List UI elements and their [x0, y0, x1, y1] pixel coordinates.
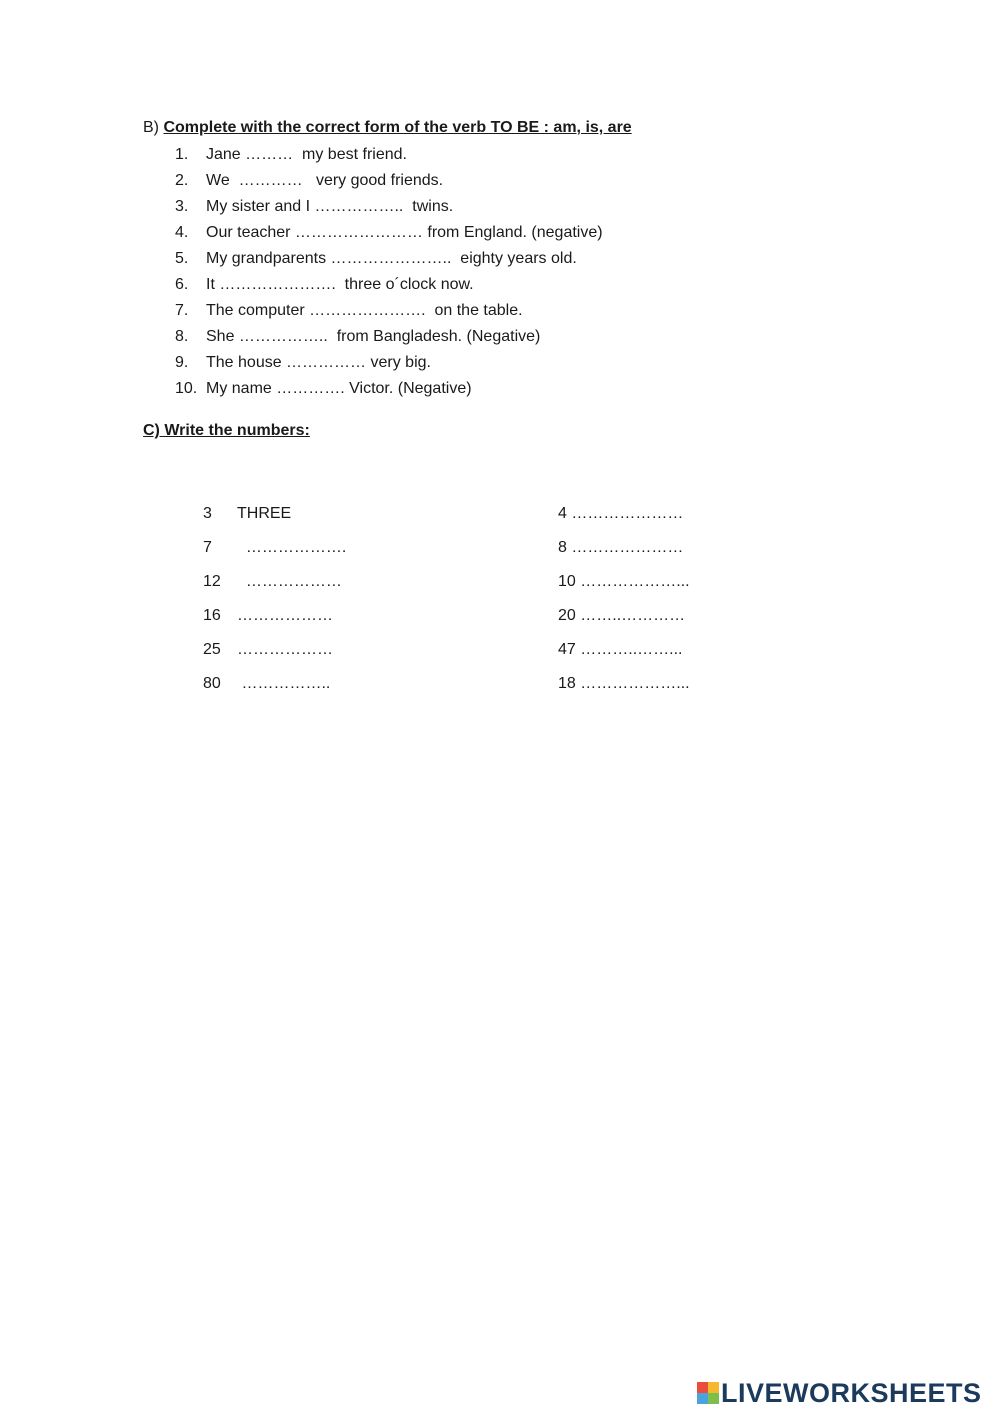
section-c-heading: C) Write the numbers: [143, 422, 310, 439]
number-right-entry[interactable]: 4 ………………… [558, 505, 684, 522]
number-right-entry[interactable]: 8 ………………… [558, 539, 684, 556]
exercise-item-number: 9. [175, 354, 189, 371]
exercise-item-text: It …………………. three o´clock now. [206, 276, 474, 293]
number-right-entry[interactable]: 47 ………..……... [558, 641, 683, 658]
logo-square-icon [697, 1393, 708, 1404]
exercise-item-text: She …………….. from Bangladesh. (Negative) [206, 328, 541, 345]
number-left-value: 16 [203, 607, 221, 624]
number-left-entry [203, 505, 291, 523]
number-row [0, 641, 1000, 675]
exercise-item-text: We ………… very good friends. [206, 172, 444, 189]
exercise-item [175, 222, 603, 248]
number-left-value: 7 [203, 539, 212, 556]
exercise-item-number: 4. [175, 224, 189, 241]
number-left-entry [203, 539, 346, 557]
exercise-item-text: My name …………. Victor. (Negative) [206, 380, 472, 397]
exercise-item [175, 248, 603, 274]
exercise-item-text: My grandparents ………………….. eighty years old. [206, 250, 577, 267]
number-row [0, 505, 1000, 539]
exercise-item [175, 352, 603, 378]
number-left-value: 25 [203, 641, 221, 658]
numbers-grid [0, 505, 1000, 709]
exercise-item [175, 196, 603, 222]
section-b-title: Complete with the correct form of the verb TO BE : am, is, are [163, 119, 632, 136]
number-row [0, 607, 1000, 641]
exercise-item [175, 274, 603, 300]
number-row [0, 675, 1000, 709]
number-left-entry [203, 675, 330, 693]
number-left-entry [203, 641, 333, 659]
number-left-value: 80 [203, 675, 221, 692]
number-left-answer[interactable]: ………………. [237, 539, 347, 556]
logo-square-icon [708, 1393, 719, 1404]
exercise-item-number: 3. [175, 198, 189, 215]
number-right-entry[interactable]: 18 ………………... [558, 675, 690, 692]
exercise-item-number: 10. [175, 380, 198, 397]
exercise-item-text: My sister and I …………….. twins. [206, 198, 454, 215]
exercise-item-number: 7. [175, 302, 189, 319]
number-left-value: 12 [203, 573, 221, 590]
exercise-item [175, 326, 603, 352]
logo-text: LIVEWORKSHEETS [721, 1377, 982, 1408]
exercise-item-number: 5. [175, 250, 189, 267]
number-left-entry [203, 573, 342, 591]
exercise-item [175, 170, 603, 196]
number-right-entry[interactable]: 10 ………………... [558, 573, 690, 590]
number-left-value: 3 [203, 505, 212, 522]
exercise-item-text: The house …………… very big. [206, 354, 431, 371]
logo-square-icon [708, 1382, 719, 1393]
section-b-heading [143, 119, 632, 137]
number-left-answer[interactable]: THREE [237, 505, 292, 522]
exercise-item-text: Our teacher …………………… from England. (negative) [206, 224, 603, 241]
number-row [0, 539, 1000, 573]
logo-mark-icon [697, 1382, 719, 1404]
number-left-answer[interactable]: ……………… [237, 607, 333, 624]
number-left-entry [203, 607, 333, 625]
liveworksheets-logo [697, 1377, 982, 1409]
number-left-answer[interactable]: …………….. [237, 675, 331, 692]
section-b-prefix: B) [143, 119, 159, 136]
exercise-item-text: Jane ……… my best friend. [206, 146, 407, 163]
logo-square-icon [697, 1382, 708, 1393]
exercise-item [175, 300, 603, 326]
exercise-item-number: 6. [175, 276, 189, 293]
number-row [0, 573, 1000, 607]
exercise-item-text: The computer …………………. on the table. [206, 302, 523, 319]
exercise-item [175, 378, 603, 404]
exercise-item-number: 2. [175, 172, 189, 189]
verb-exercise-list [175, 144, 603, 404]
number-left-answer[interactable]: ……………… [237, 573, 342, 590]
number-left-answer[interactable]: ……………… [237, 641, 333, 658]
exercise-item [175, 144, 603, 170]
exercise-item-number: 8. [175, 328, 189, 345]
exercise-item-number: 1. [175, 146, 189, 163]
number-right-entry[interactable]: 20 ……..………… [558, 607, 686, 624]
